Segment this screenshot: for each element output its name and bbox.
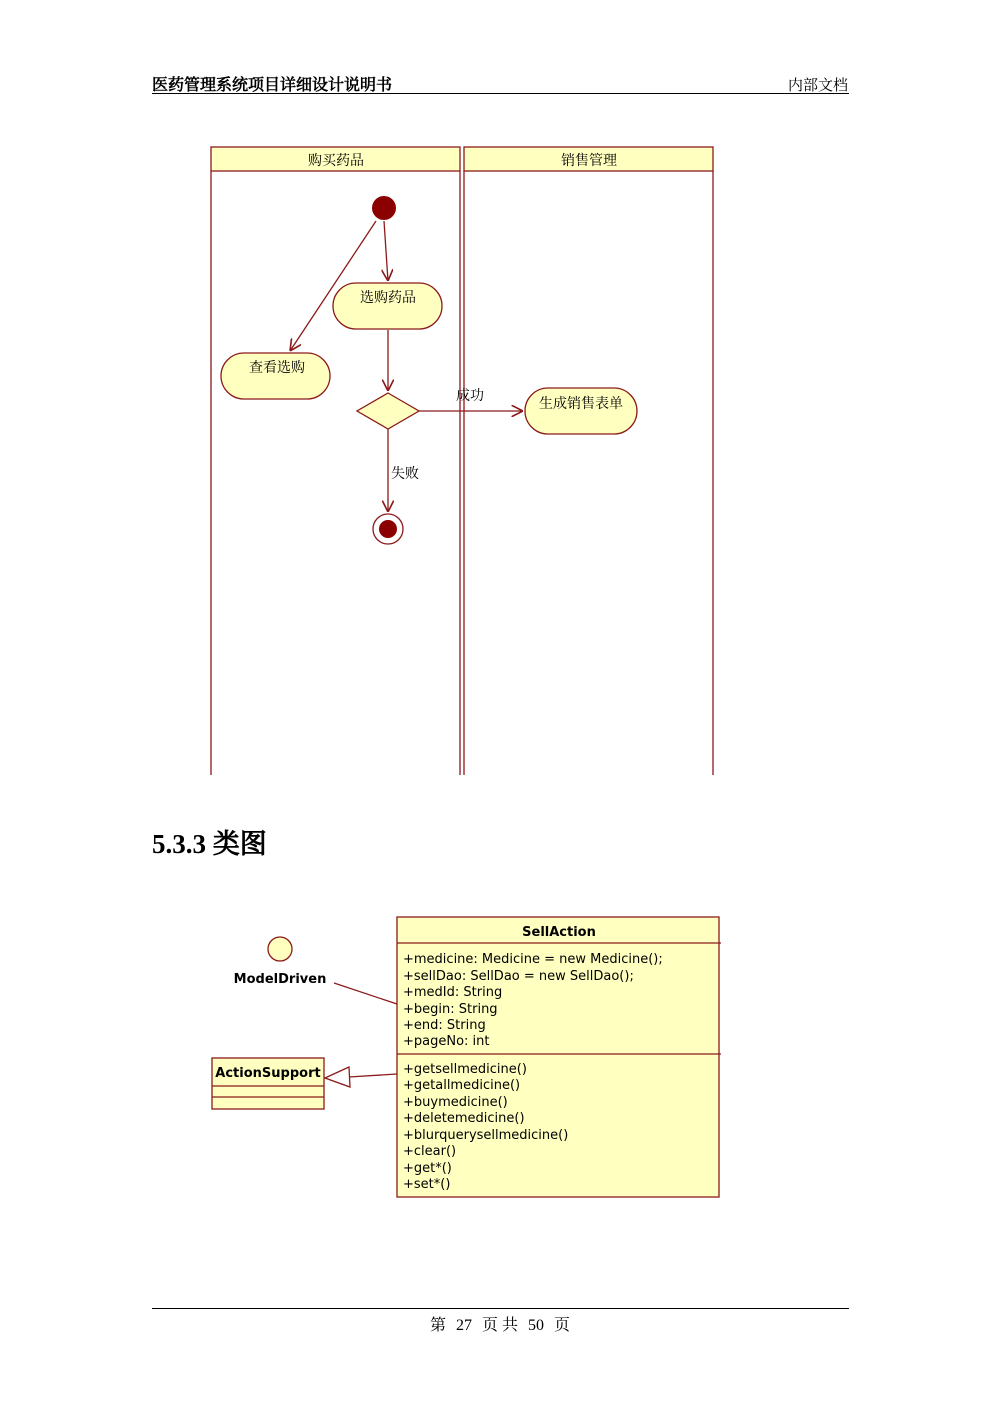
method-row: +buymedicine() — [403, 1095, 508, 1110]
attribute-row: +end: String — [403, 1018, 486, 1033]
method-row: +getsellmedicine() — [403, 1062, 527, 1077]
interface-name: ModelDriven — [233, 972, 327, 987]
parent-class-name: ActionSupport — [215, 1066, 321, 1081]
activity-view-label: 查看选购 — [249, 360, 305, 376]
attribute-row: +sellDao: SellDao = new SellDao(); — [403, 969, 634, 984]
document-title: 医药管理系统项目详细设计说明书 — [152, 75, 393, 94]
lane-label-sales: 销售管理 — [561, 153, 617, 169]
method-row: +blurquerysellmedicine() — [403, 1128, 569, 1143]
method-row: +deletemedicine() — [403, 1111, 525, 1126]
page-number: 27 — [455, 1317, 472, 1334]
method-row: +clear() — [403, 1144, 457, 1159]
attribute-row: +begin: String — [403, 1002, 498, 1017]
footer-prefix: 第 — [429, 1317, 446, 1334]
attribute-row: +pageNo: int — [403, 1034, 490, 1049]
attribute-row: +medId: String — [403, 985, 503, 1000]
footer-rule — [152, 1308, 849, 1309]
generalization-arrow — [325, 1067, 350, 1087]
activity-select-label: 选购药品 — [360, 290, 416, 306]
main-class-name: SellAction — [522, 925, 596, 940]
fail-label: 失败 — [391, 466, 419, 482]
footer-mid: 页 共 — [481, 1317, 518, 1334]
page-total: 50 — [528, 1317, 544, 1334]
lane-label-buy: 购买药品 — [308, 153, 364, 169]
method-row: +getallmedicine() — [403, 1078, 521, 1093]
document-classification: 内部文档 — [787, 76, 848, 94]
footer-suffix: 页 — [554, 1317, 571, 1334]
attribute-row: +medicine: Medicine = new Medicine(); — [403, 952, 663, 967]
interface-circle — [268, 937, 292, 961]
success-label: 成功 — [456, 388, 484, 404]
section-title: 5.3.3 类图 — [152, 829, 267, 859]
method-row: +set*() — [403, 1177, 451, 1192]
method-row: +get*() — [403, 1161, 452, 1176]
page-footer — [0, 1312, 1000, 1335]
activity-generate-label: 生成销售表单 — [539, 396, 623, 412]
